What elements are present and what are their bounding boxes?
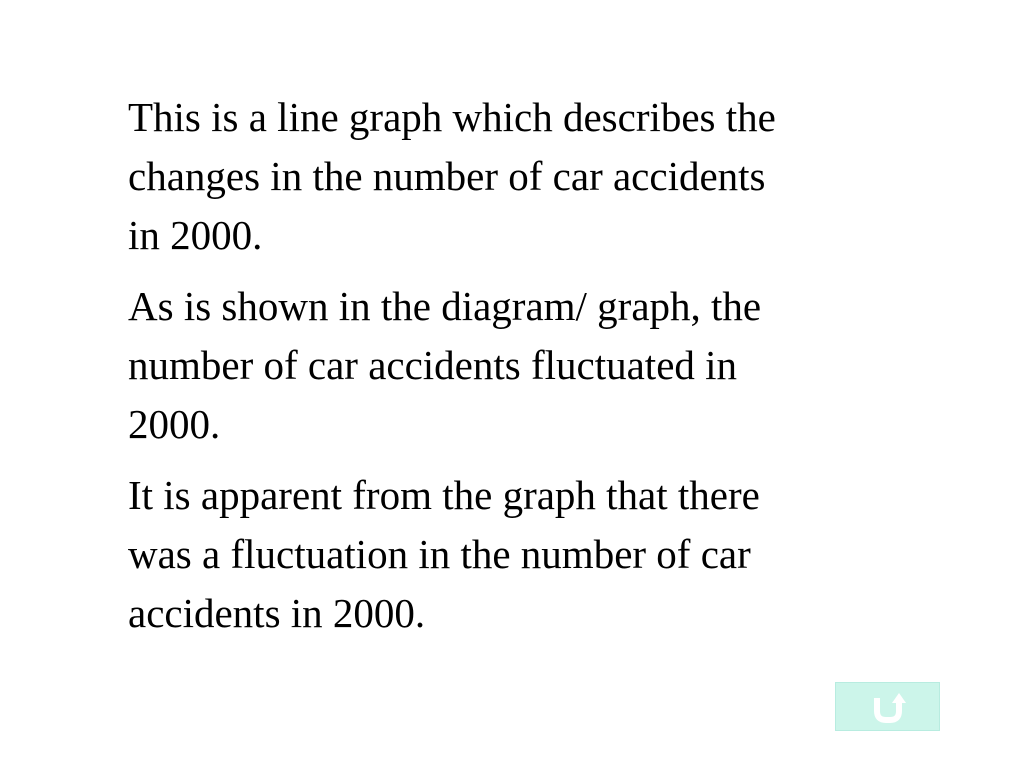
return-icon [870, 689, 906, 725]
return-button[interactable] [835, 682, 940, 731]
paragraph-line-graph-description: This is a line graph which describes the changes in the number of car accidents in 2000. [128, 94, 776, 258]
paragraph-it-is-apparent: It is apparent from the graph that there was a fluctuation in the number of car accidents in 2000. [128, 472, 760, 636]
paragraph-as-is-shown: As is shown in the diagram/ graph, the number of car accidents fluctuated in 2000. [128, 283, 762, 447]
slide-body [128, 88, 958, 655]
